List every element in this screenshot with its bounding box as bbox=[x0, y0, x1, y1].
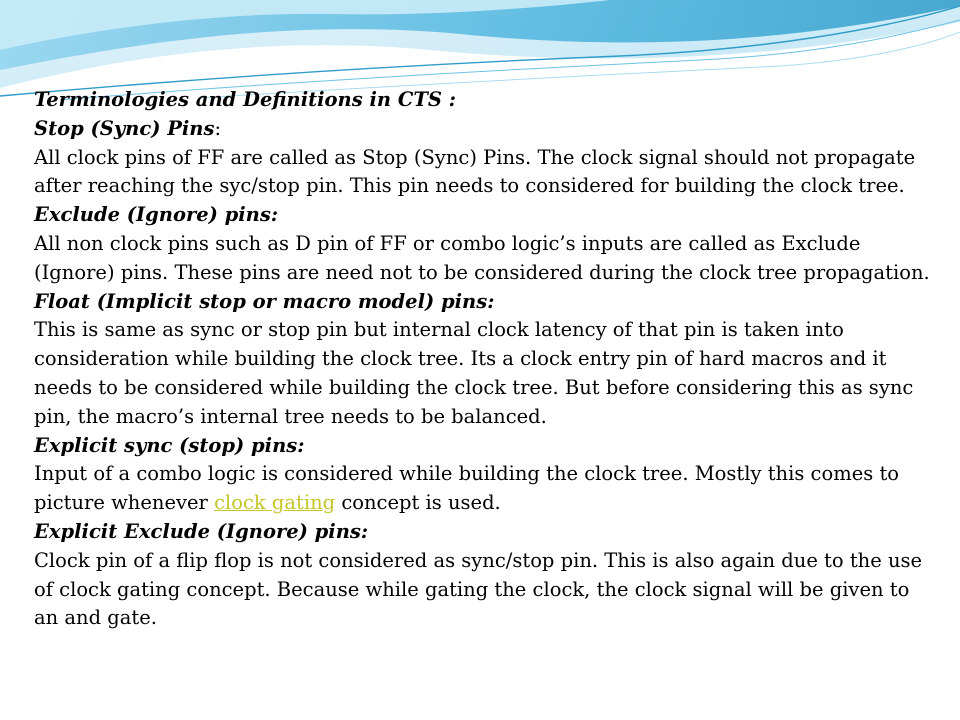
section-text-explicit-exclude-pins: Clock pin of a flip flop is not considered as sync/stop pin. This is also again due to the use of clock gating concept. Because while gating the clock, the clock signal will be given to an and gate. bbox=[34, 548, 923, 630]
section-heading-explicit-exclude-pins: Explicit Exclude (Ignore) pins: bbox=[34, 519, 369, 543]
slide-content bbox=[34, 86, 934, 633]
section-heading-suffix: : bbox=[214, 116, 222, 140]
section-heading-explicit-sync-pins: Explicit sync (stop) pins: bbox=[34, 433, 305, 457]
section-text-stop-sync-pins: All clock pins of FF are called as Stop (Sync) Pins. The clock signal should not propagate after reaching the syc/stop pin. This pin needs to considered for building the clock tree. bbox=[34, 145, 916, 198]
section-text-float-pins: This is same as sync or stop pin but internal clock latency of that pin is taken into consideration while building the clock tree. Its a clock entry pin of hard macros and it needs to be considered while building the clock tree. But before considering this as sync pin, the macro’s internal tree needs to be balanced. bbox=[34, 318, 914, 428]
section-heading-stop-sync-pins bbox=[34, 115, 934, 144]
section-text-explicit-sync-pins bbox=[34, 460, 934, 518]
section-heading-exclude-pins: Exclude (Ignore) pins: bbox=[34, 203, 279, 227]
section-heading-text: Stop (Sync) Pins bbox=[34, 116, 215, 140]
slide-title: Terminologies and Definitions in CTS : bbox=[34, 88, 456, 111]
text-after-link: concept is used. bbox=[335, 491, 501, 515]
text-before-link: Input of a combo logic is considered while building the clock tree. Mostly this comes to picture whenever bbox=[34, 462, 900, 515]
clock-gating-link[interactable]: clock gating bbox=[214, 491, 336, 515]
section-text-exclude-pins: All non clock pins such as D pin of FF or combo logic’s inputs are called as Exclude (Ignore) pins. These pins are need not to be considered during the clock tree propagation. bbox=[34, 231, 930, 284]
section-heading-float-pins: Float (Implicit stop or macro model) pins: bbox=[34, 289, 495, 313]
